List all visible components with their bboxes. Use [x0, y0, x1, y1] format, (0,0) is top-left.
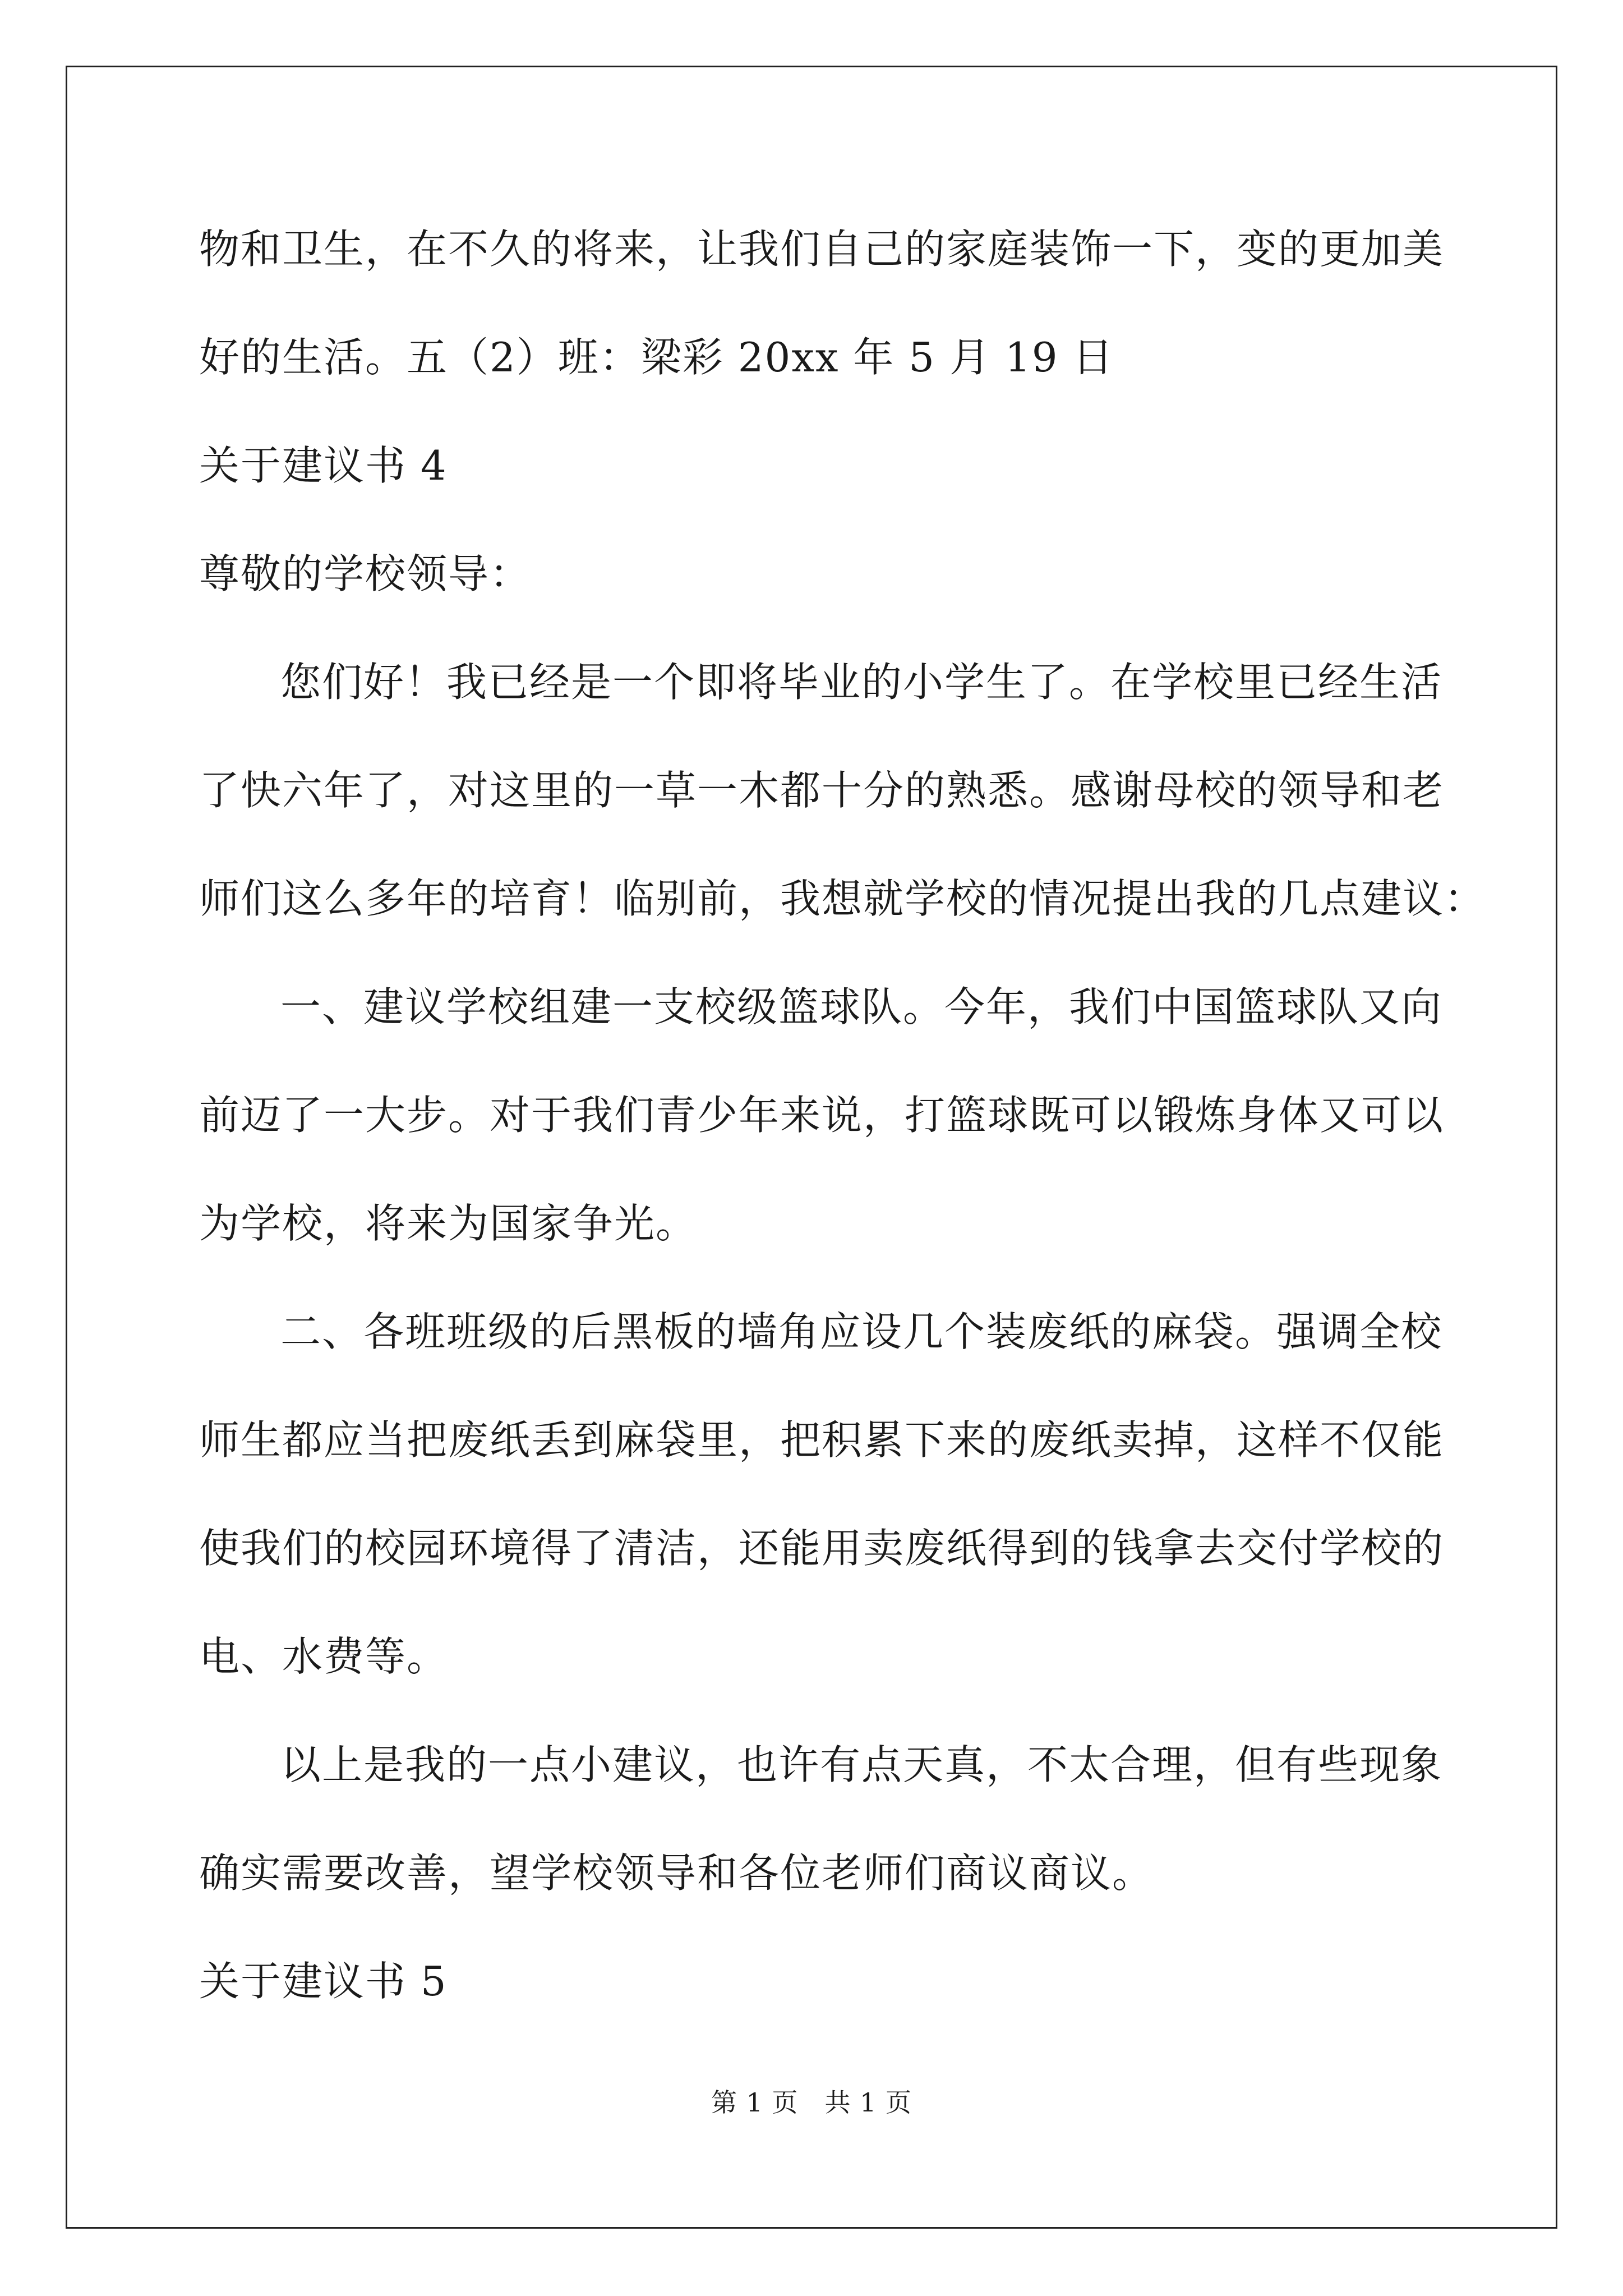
body-line: 您们好！我已经是一个即将毕业的小学生了。在学校里已经生活	[280, 659, 1443, 706]
section-heading: 关于建议书 5	[199, 1958, 448, 2005]
body-line: 确实需要改善，望学校领导和各位老师们商议商议。	[199, 1849, 1154, 1897]
body-line: 以上是我的一点小建议，也许有点天真，不太合理，但有些现象	[280, 1741, 1443, 1788]
salutation: 尊敬的学校领导：	[199, 550, 532, 597]
body-line: 前迈了一大步。对于我们青少年来说，打篮球既可以锻炼身体又可以	[199, 1092, 1445, 1139]
body-line: 使我们的校园环境得了清洁，还能用卖废纸得到的钱拿去交付学校的	[199, 1525, 1445, 1572]
body-line: 物和卫生，在不久的将来，让我们自己的家庭装饰一下，变的更加美	[199, 226, 1445, 273]
body-line: 好的生活。五（2）班：梁彩 20xx 年 5 月 19 日	[199, 334, 1114, 381]
body-line: 师生都应当把废纸丢到麻袋里，把积累下来的废纸卖掉，这样不仅能	[199, 1416, 1445, 1464]
body-line: 了快六年了，对这里的一草一木都十分的熟悉。感谢母校的领导和老	[199, 767, 1445, 814]
body-line: 为学校，将来为国家争光。	[199, 1200, 698, 1247]
body-line: 二、各班班级的后黑板的墙角应设几个装废纸的麻袋。强调全校	[280, 1308, 1443, 1355]
page-footer: 第 1 页 共 1 页	[711, 2087, 912, 2118]
page-border	[66, 66, 1557, 2229]
body-line: 一、建议学校组建一支校级篮球队。今年，我们中国篮球队又向	[280, 983, 1443, 1030]
section-heading: 关于建议书 4	[199, 442, 448, 489]
body-line: 师们这么多年的培育！临别前，我想就学校的情况提出我的几点建议：	[199, 875, 1486, 922]
body-line: 电、水费等。	[199, 1633, 449, 1680]
